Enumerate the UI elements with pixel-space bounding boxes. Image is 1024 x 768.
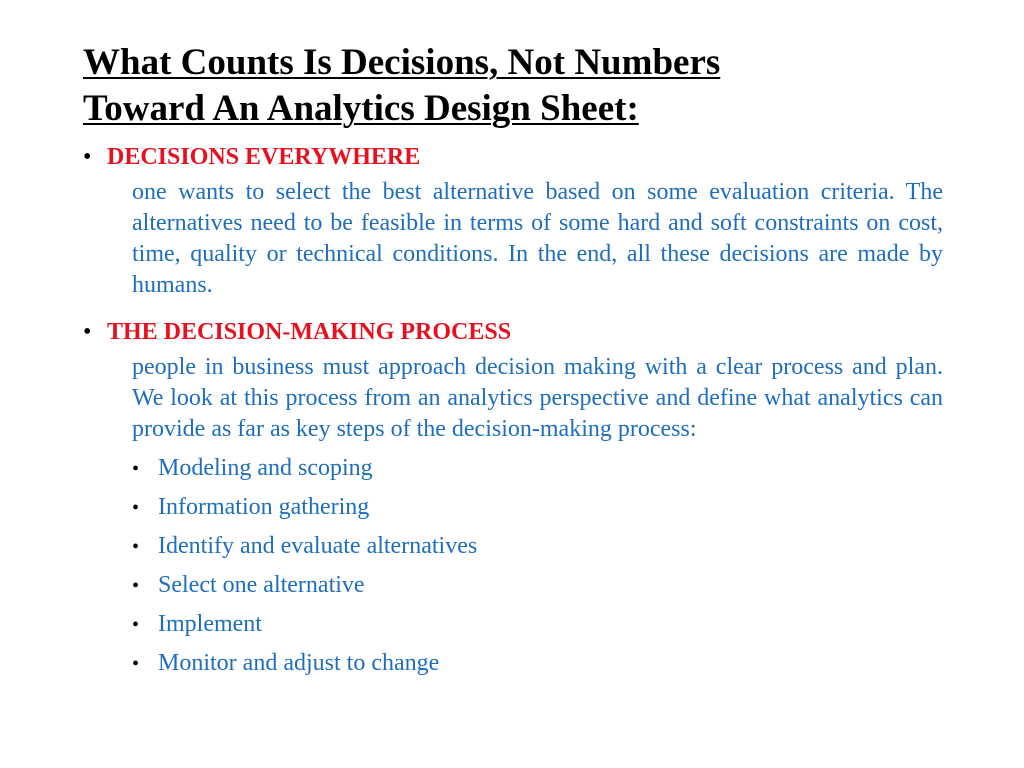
list-item	[132, 566, 943, 605]
list-item-text: Select one alternative	[158, 572, 365, 598]
list-item	[132, 644, 943, 683]
title-line-2: Toward An Analytics Design Sheet:	[83, 88, 639, 129]
title-line-1-wrap	[83, 40, 963, 86]
section-heading	[83, 317, 943, 347]
slide-title	[83, 40, 963, 132]
list-item-text: Implement	[158, 611, 262, 637]
list-item-text: Identify and evaluate alternatives	[158, 533, 478, 559]
section-heading-text: DECISIONS EVERYWHERE	[107, 144, 421, 170]
bullet-icon: •	[132, 458, 140, 480]
process-steps-list	[132, 449, 943, 683]
list-item	[132, 449, 943, 488]
list-item-text: Modeling and scoping	[158, 455, 373, 481]
section-heading-text: THE DECISION-MAKING PROCESS	[107, 319, 512, 345]
list-item-text: Monitor and adjust to change	[158, 650, 440, 676]
section-body: one wants to select the best alternative based on some evaluation criteria. The alternatives need to be feasible in terms of some hard and soft constraints on cost, time, quality or technical conditions. In the end, all these decisions are made by humans.	[132, 179, 943, 298]
bullet-icon: •	[83, 144, 92, 170]
title-line-2-wrap	[83, 86, 963, 132]
bullet-icon: •	[132, 536, 140, 558]
list-item	[132, 527, 943, 566]
bullet-icon: •	[132, 497, 140, 519]
list-item	[132, 605, 943, 644]
list-item-text: Information gathering	[158, 494, 370, 520]
section-heading	[83, 142, 943, 172]
title-line-1: What Counts Is Decisions, Not Numbers	[83, 42, 721, 83]
list-item	[132, 488, 943, 527]
section-decision-making-process	[83, 317, 943, 683]
section-decisions-everywhere	[83, 142, 943, 301]
bullet-icon: •	[83, 319, 92, 345]
bullet-icon: •	[132, 614, 140, 636]
bullet-icon: •	[132, 575, 140, 597]
bullet-icon: •	[132, 653, 140, 675]
section-body: people in business must approach decision making with a clear process and plan. We look at this process from an analytics perspective and define what analytics can provide as far as key steps of the decision-making process:	[132, 354, 943, 442]
